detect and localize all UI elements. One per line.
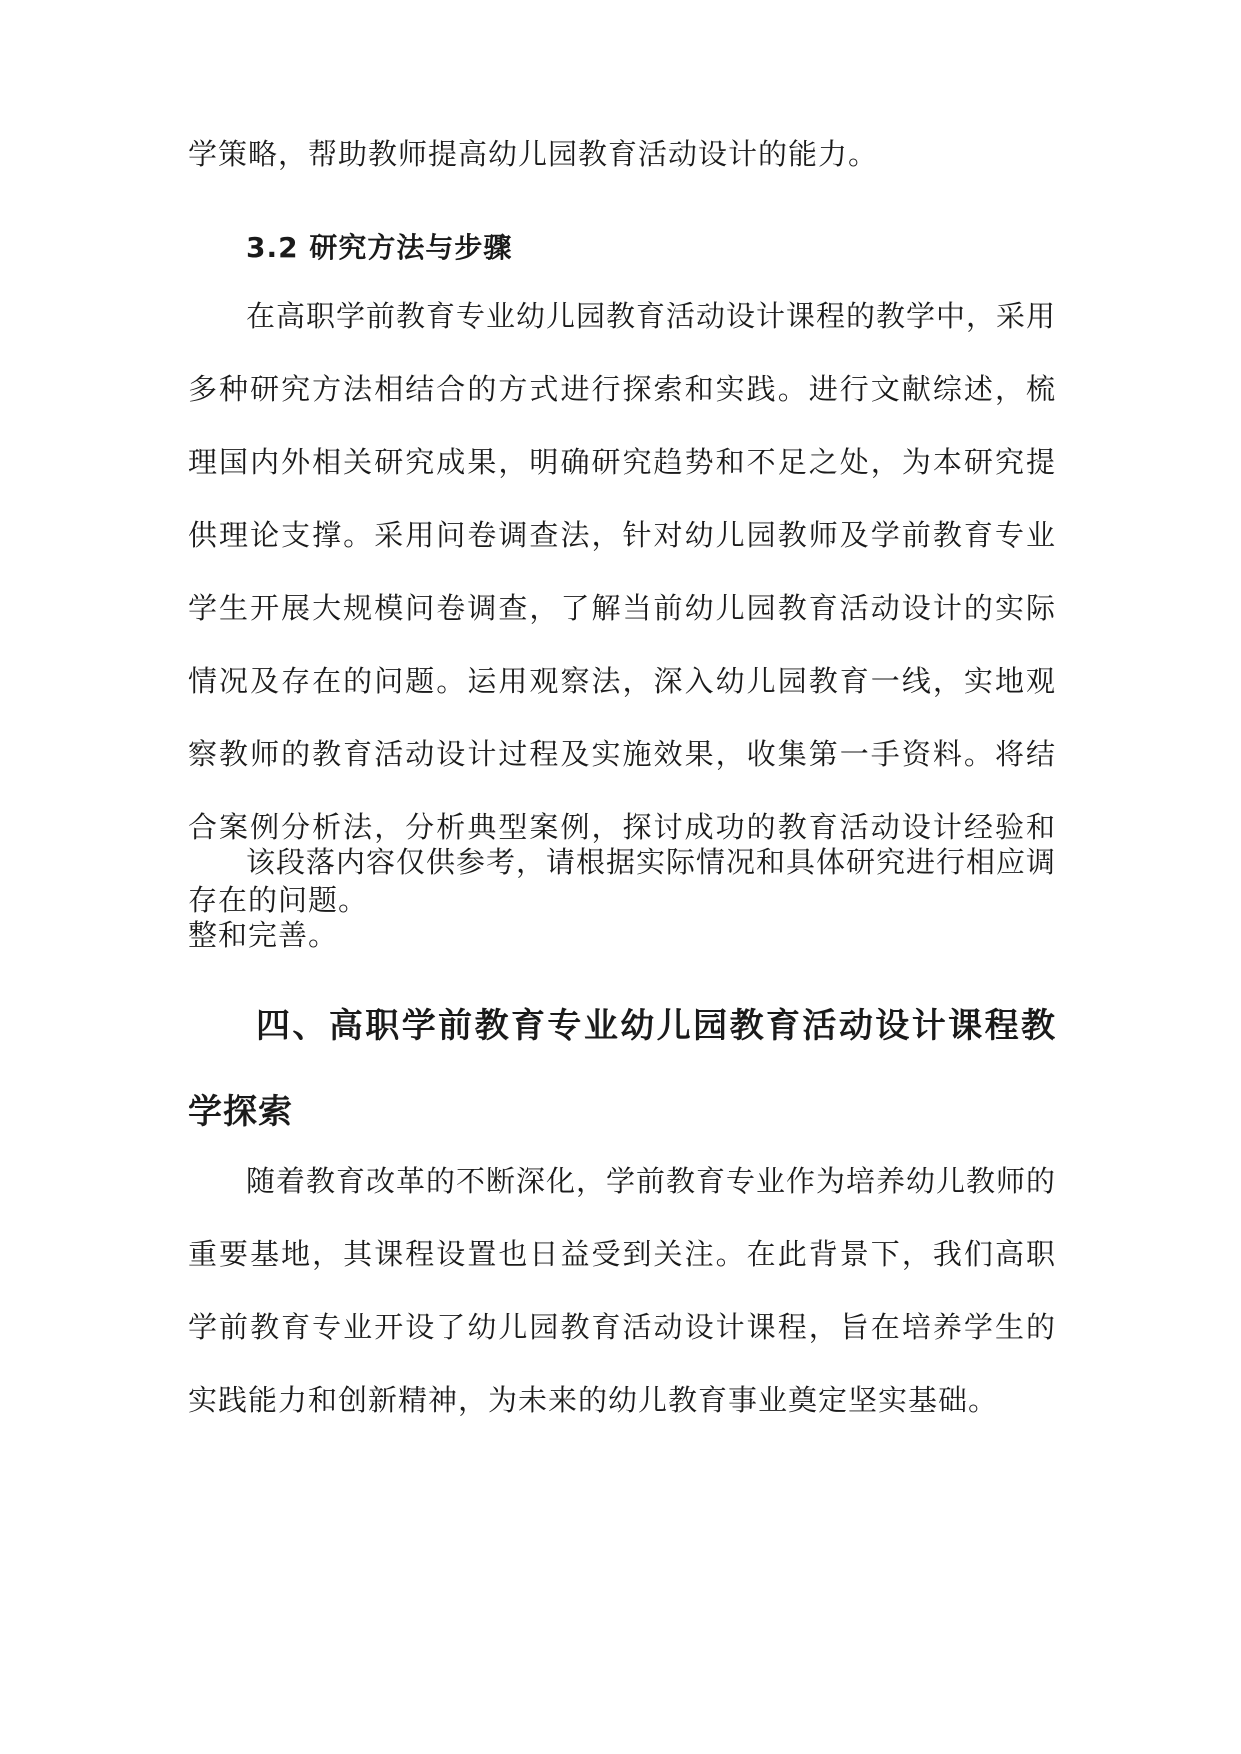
continuation-paragraph: 学策略，帮助教师提高幼儿园教育活动设计的能力。 [188, 137, 879, 171]
section-3-2-paragraph-2: 该段落内容仅供参考，请根据实际情况和具体研究进行相应调整和完善。 [188, 845, 1057, 952]
section-3-2-heading: 3.2 研究方法与步骤 [246, 231, 513, 264]
section-4-heading: 四、高职学前教育专业幼儿园教育活动设计课程教学探索 [188, 1006, 1056, 1132]
section-3-2-paragraph-1: 在高职学前教育专业幼儿园教育活动设计课程的教学中，采用多种研究方法相结合的方式进行探索和实践。进行文献综述，梳理国内外相关研究成果，明确研究趋势和不足之处，为本研究提供理论支撑。采用问卷调查法，针对幼儿园教师及学前教育专业学生开展大规模问卷调查，了解当前幼儿园教育活动设计的实际情况及存在的问题。运用观察法，深入幼儿园教育一线，实地观察教师的教育活动设计过程及实施效果，收集第一手资料。将结合案例分析法，分析典型案例，探讨成功的教育活动设计经验和存在的问题。 [188, 299, 1057, 917]
section-4-paragraph-1: 随着教育改革的不断深化，学前教育专业作为培养幼儿教师的重要基地，其课程设置也日益受到关注。在此背景下，我们高职学前教育专业开设了幼儿园教育活动设计课程，旨在培养学生的实践能力和创新精神，为未来的幼儿教育事业奠定坚实基础。 [188, 1164, 1057, 1417]
